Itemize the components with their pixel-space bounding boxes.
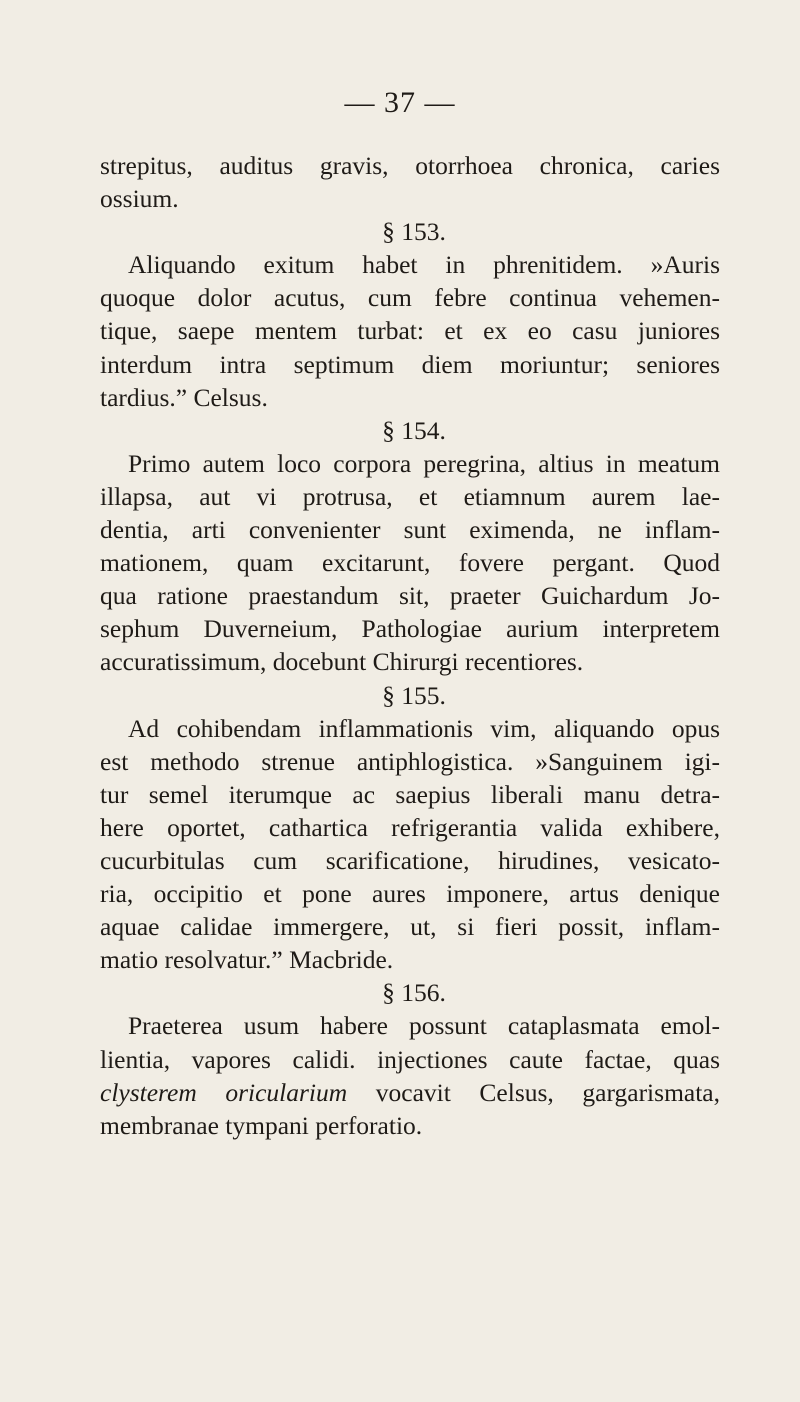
- text-line: membranae tympani perforatio.: [100, 1110, 423, 1140]
- page-number: — 37 —: [344, 86, 456, 119]
- text-line: strepitus, auditus gravis, otorrhoea chronica, caries: [100, 151, 720, 180]
- text-line: lientia, vapores calidi. injectiones caute factae, quas: [100, 1044, 720, 1074]
- text-line: here oportet, cathartica refrigerantia valida exhibere,: [100, 812, 720, 842]
- text-line-with-italic: [100, 1076, 720, 1109]
- text-line: interdum intra septimum diem moriuntur; seniores: [100, 349, 720, 379]
- section-heading-154: § 154.: [382, 415, 446, 445]
- text-line: tardius.” Celsus.: [100, 382, 268, 412]
- text-line: Primo autem loco corpora peregrina, altius in meatum: [128, 448, 720, 478]
- text-line: ossium.: [100, 184, 179, 214]
- text-line: aquae calidae immergere, ut, si fieri possit, inflam-: [100, 912, 720, 942]
- text-fragment: vocavit Celsus, gargarismata,: [347, 1077, 720, 1107]
- text-line: mationem, quam excitarunt, fovere pergant. Quod: [100, 548, 720, 578]
- text-line: est methodo strenue antiphlogistica. »Sanguinem igi-: [100, 746, 720, 776]
- text-line: matio resolvatur.” Macbride.: [100, 945, 394, 975]
- text-line: illapsa, aut vi protrusa, et etiamnum aurem lae-: [100, 481, 720, 511]
- text-line: tur semel iterumque ac saepius liberali manu detra-: [100, 779, 720, 809]
- text-line: sephum Duverneium, Pathologiae aurium interpretem: [100, 614, 720, 644]
- text-line: qua ratione praestandum sit, praeter Guichardum Jo-: [100, 581, 720, 611]
- text-line: Aliquando exitum habet in phrenitidem. »Auris: [128, 250, 720, 280]
- text-line: ria, occipitio et pone aures imponere, artus denique: [100, 879, 720, 909]
- section-heading-155: § 155.: [382, 680, 446, 710]
- section-heading-153: § 153.: [382, 217, 446, 247]
- italic-term: clysterem oricularium: [100, 1077, 348, 1107]
- text-line: quoque dolor acutus, cum febre continua vehemen-: [100, 283, 720, 313]
- page-body: [100, 149, 720, 1142]
- text-line: cucurbitulas cum scarificatione, hirudines, vesicato-: [100, 845, 720, 875]
- text-line: tique, saepe mentem turbat: et ex eo casu juniores: [100, 316, 720, 346]
- text-line: Ad cohibendam inflammationis vim, aliquando opus: [128, 713, 720, 743]
- text-line: Praeterea usum habere possunt cataplasmata emol-: [128, 1011, 720, 1041]
- text-line: dentia, arti convenienter sunt eximenda, ne inflam-: [100, 515, 720, 545]
- text-line: accuratissimum, docebunt Chirurgi recentiores.: [100, 647, 584, 677]
- section-heading-156: § 156.: [382, 978, 446, 1008]
